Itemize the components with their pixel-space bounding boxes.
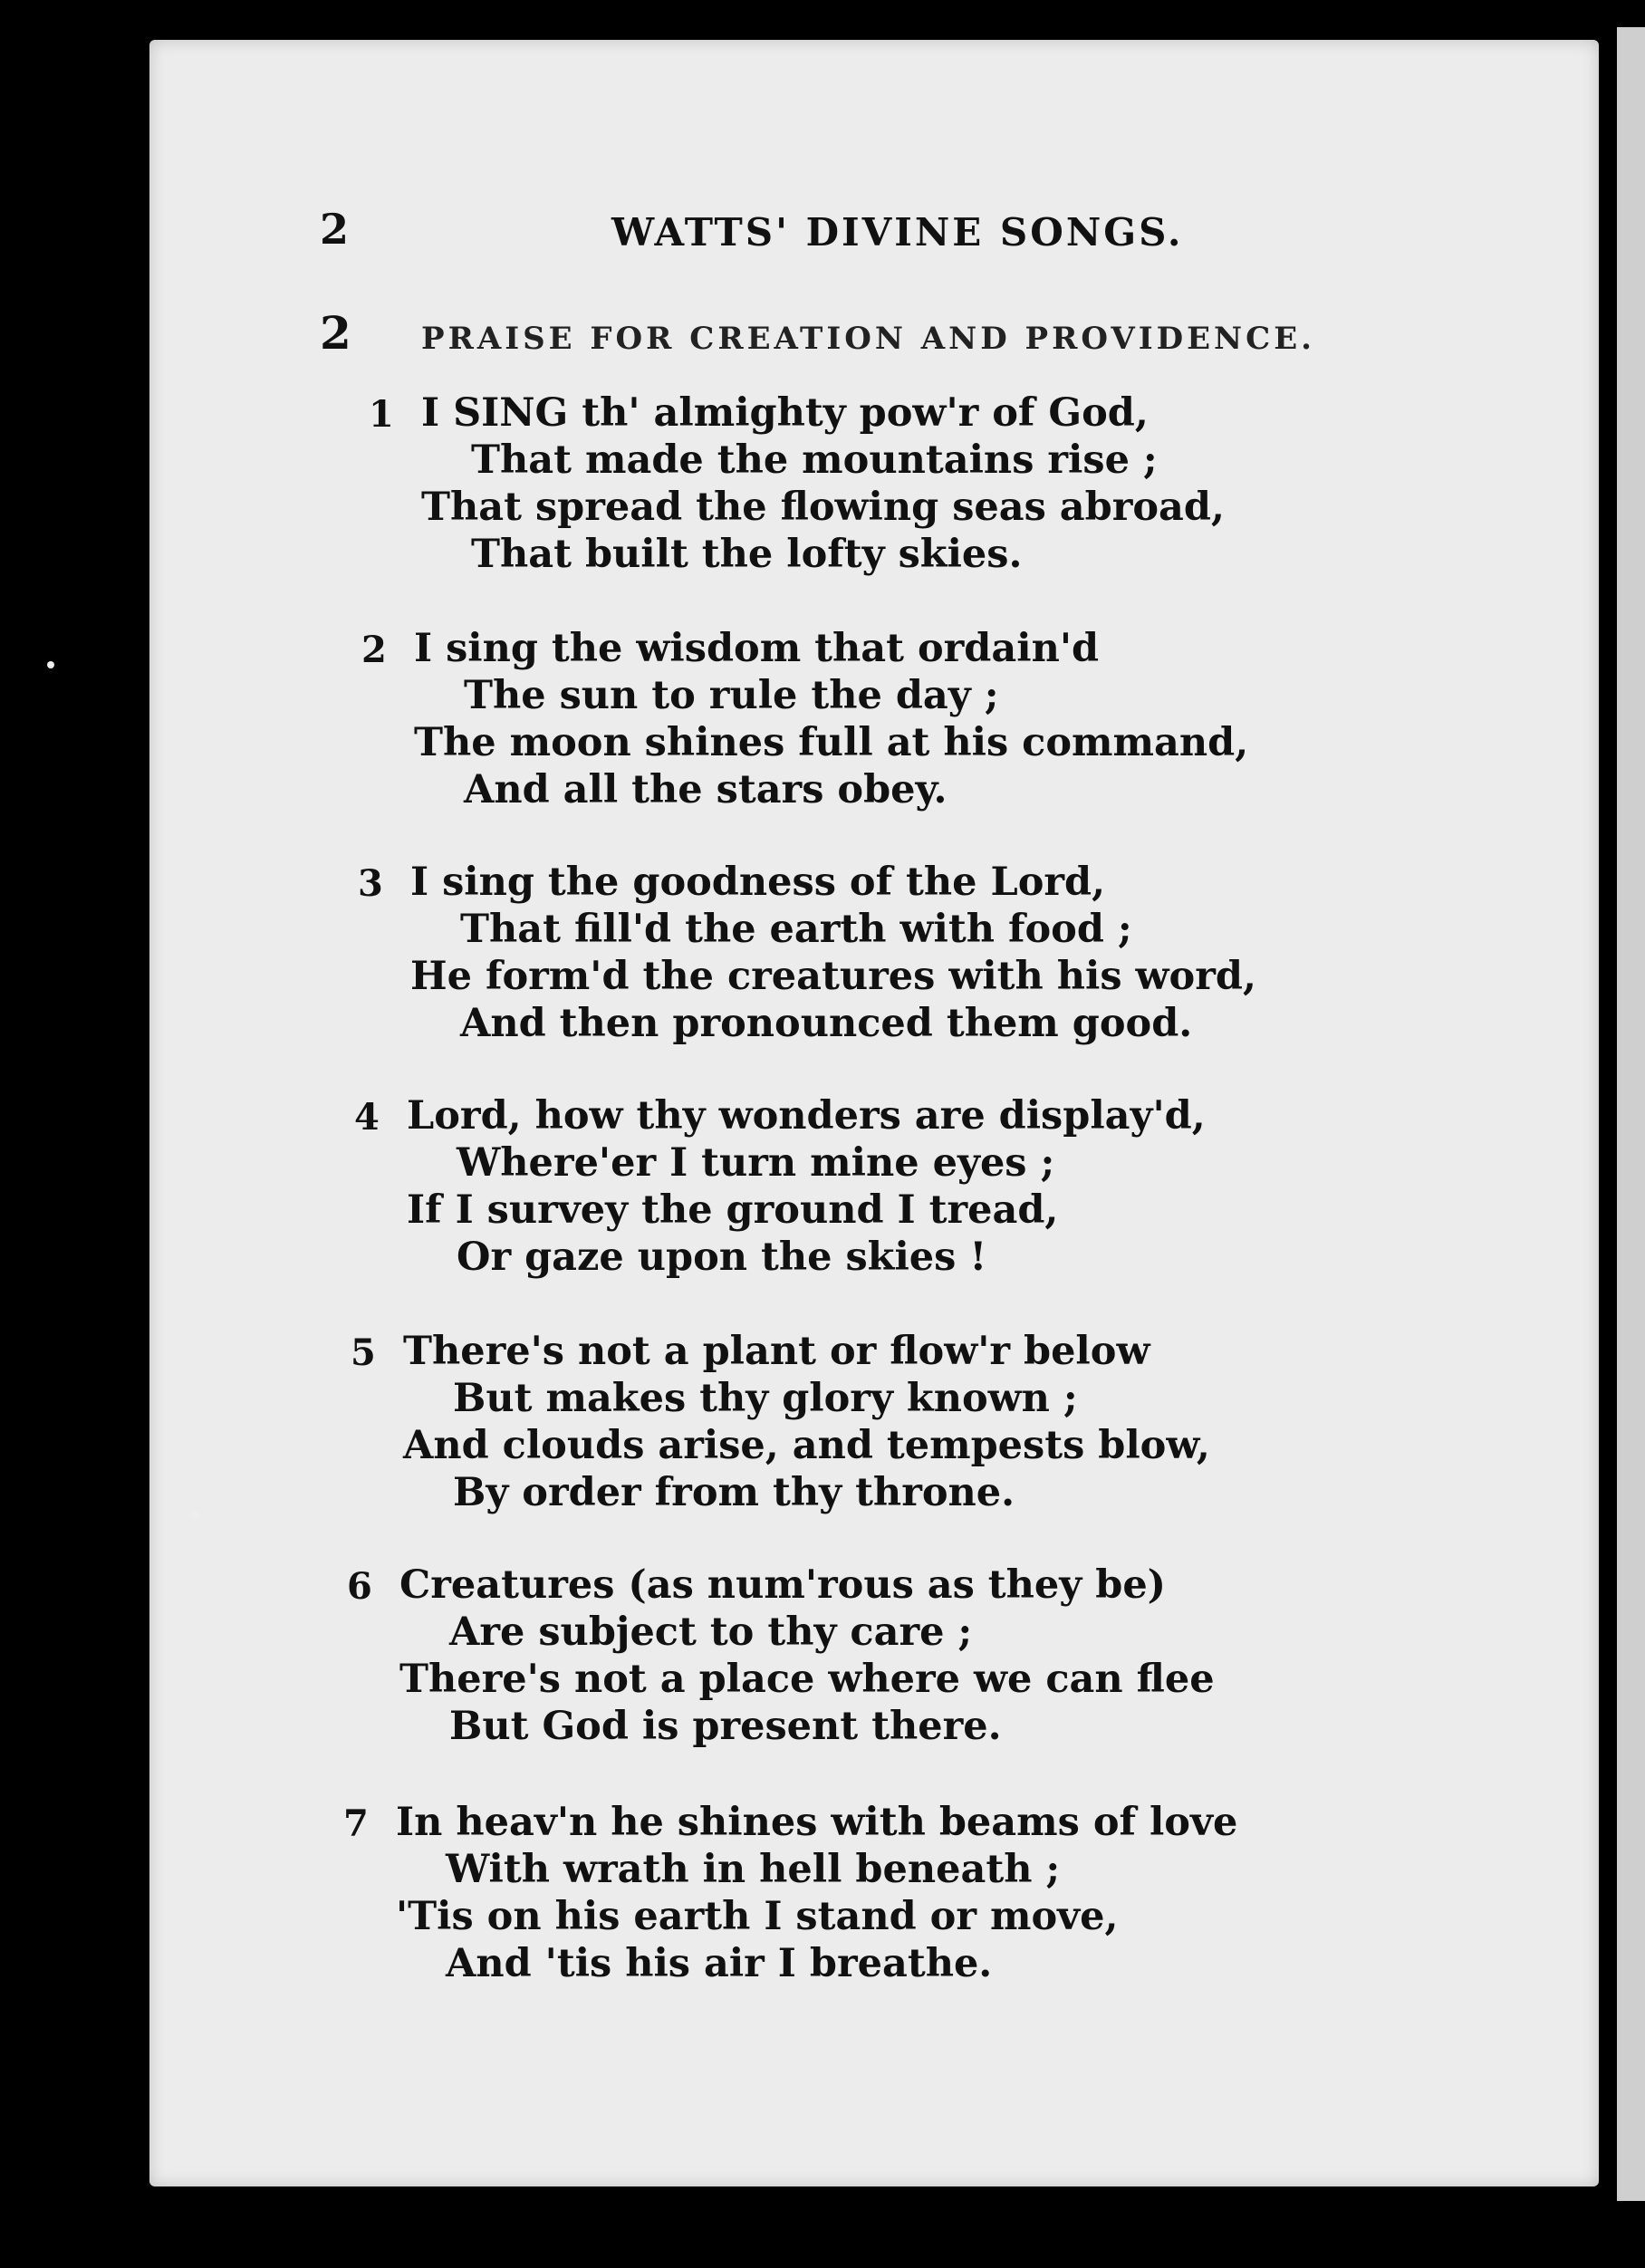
verse-line: I SING th' almighty pow'r of God,: [421, 390, 1149, 436]
verse-line: That fill'd the earth with food ;: [460, 907, 1132, 952]
stanza-2: [361, 625, 1249, 813]
stanza-4: [354, 1092, 1206, 1281]
verse-line: That made the mountains rise ;: [471, 437, 1158, 483]
verse-line: Lord, how thy wonders are display'd,: [407, 1093, 1206, 1139]
stanza-7: [343, 1799, 1238, 1987]
verse-line: I sing the wisdom that ordain'd: [414, 626, 1100, 671]
verse-line: With wrath in hell beneath ;: [446, 1847, 1061, 1892]
stanza-5: [351, 1328, 1210, 1516]
book-title: WATTS' DIVINE SONGS.: [611, 210, 1184, 255]
book-page: [149, 40, 1599, 2186]
stanza-number: 7: [343, 1802, 369, 1845]
stanza-6: [347, 1562, 1215, 1750]
dust-speck: [47, 661, 54, 668]
verse-line: That spread the flowing seas abroad,: [421, 485, 1225, 530]
verse-line: And then pronounced them good.: [460, 1001, 1193, 1046]
stanza-1: [369, 389, 1225, 578]
verse-line: If I survey the ground I tread,: [407, 1187, 1059, 1233]
verse-line: Or gaze upon the skies !: [457, 1235, 987, 1280]
verse-line: But God is present there.: [449, 1704, 1002, 1749]
verse-line: Are subject to thy care ;: [449, 1610, 973, 1655]
verse-line: There's not a plant or flow'r below: [403, 1329, 1150, 1374]
verse-line: In heav'n he shines with beams of love: [396, 1800, 1238, 1845]
stanza-number: 5: [351, 1331, 376, 1374]
verse-line: And 'tis his air I breathe.: [446, 1941, 993, 1986]
verse-line: There's not a place where we can flee: [399, 1657, 1215, 1702]
stanza-3: [358, 859, 1256, 1047]
verse-line: I sing the goodness of the Lord,: [410, 860, 1106, 905]
page-number: 2: [320, 205, 350, 254]
verse-line: By order from thy throne.: [453, 1470, 1015, 1515]
stanza-number: 1: [369, 393, 394, 436]
verse-line: That built the lofty skies.: [471, 532, 1023, 577]
verse-line: Where'er I turn mine eyes ;: [457, 1140, 1055, 1186]
hymn-title: PRAISE FOR CREATION AND PROVIDENCE.: [421, 321, 1315, 357]
stanza-number: 2: [361, 629, 387, 671]
dust-speck: [190, 1511, 199, 1520]
verse-line: The moon shines full at his command,: [414, 720, 1249, 765]
stanza-number: 6: [347, 1565, 372, 1608]
adjacent-page-edge: [1617, 27, 1645, 2201]
stanza-number: 4: [354, 1096, 380, 1139]
verse-line: 'Tis on his earth I stand or move,: [396, 1894, 1119, 1939]
verse-line: But makes thy glory known ;: [453, 1376, 1078, 1421]
verse-line: And clouds arise, and tempests blow,: [403, 1423, 1210, 1468]
verse-line: Creatures (as num'rous as they be): [399, 1562, 1167, 1608]
verse-line: He form'd the creatures with his word,: [410, 954, 1256, 999]
verse-line: And all the stars obey.: [464, 767, 948, 812]
stanza-number: 3: [358, 862, 383, 905]
verse-line: The sun to rule the day ;: [464, 673, 999, 718]
hymn-number: 2: [320, 306, 351, 360]
